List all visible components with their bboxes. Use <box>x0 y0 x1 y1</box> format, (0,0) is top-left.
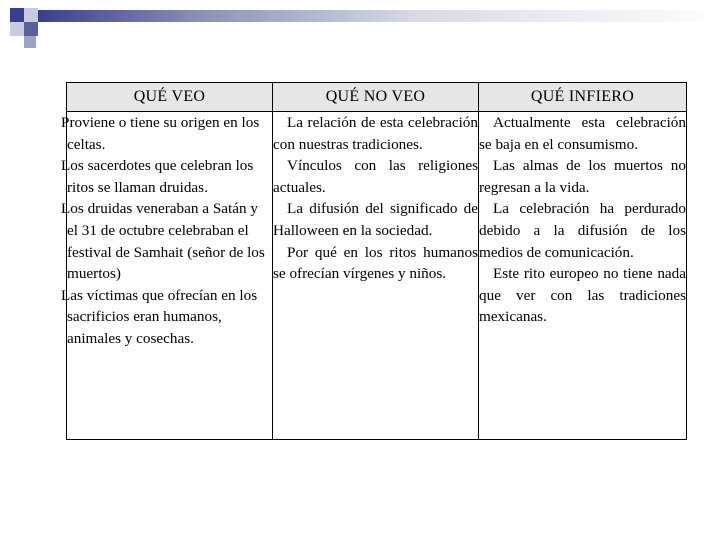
column-que-no-veo <box>273 112 479 440</box>
decor-square-mid <box>24 36 36 48</box>
column-que-infiero <box>479 112 687 440</box>
comparison-table <box>61 82 687 440</box>
paragraph: La celebración ha perdurado debido a la difusión de los medios de comunicación. <box>479 200 686 261</box>
paragraph: Vínculos con las religiones actuales. <box>273 157 478 196</box>
paragraph: La difusión del significado de Halloween en la sociedad. <box>273 200 478 239</box>
decor-square-light <box>10 22 24 36</box>
table-header-row <box>67 83 687 112</box>
column-que-veo <box>61 112 273 440</box>
header-que-no-veo: QUÉ NO VEO <box>273 83 479 112</box>
header-que-infiero: QUÉ INFIERO <box>479 83 687 112</box>
paragraph: Los druidas veneraban a Satán y el 31 de octubre celebraban el festival de Samhait (señor de los muertos) <box>61 200 265 283</box>
paragraph: La relación de esta celebración con nuestras tradiciones. <box>273 114 478 153</box>
slide-header-decoration <box>0 0 720 50</box>
paragraph: Actualmente esta celebración se baja en el consumismo. <box>479 114 686 153</box>
header-gradient-bar <box>38 10 720 22</box>
paragraph: Los sacerdotes que celebran los ritos se llaman druidas. <box>61 157 254 196</box>
decor-square-light <box>24 8 38 22</box>
paragraph: Por qué en los ritos humanos se ofrecían vírgenes y niños. <box>273 243 478 283</box>
paragraph: Este rito europeo no tiene nada que ver con las tradiciones mexicanas. <box>479 265 686 326</box>
header-que-veo: QUÉ VEO <box>67 83 273 112</box>
paragraph: Las almas de los muertos no regresan a la vida. <box>479 157 686 196</box>
paragraph: Proviene o tiene su origen en los celtas. <box>61 114 260 153</box>
decor-square-dark <box>10 8 24 22</box>
table-body-row <box>67 112 687 440</box>
decor-square-dark <box>24 22 38 36</box>
paragraph: Las víctimas que ofrecían en los sacrificios eran humanos, animales y cosechas. <box>61 286 258 347</box>
